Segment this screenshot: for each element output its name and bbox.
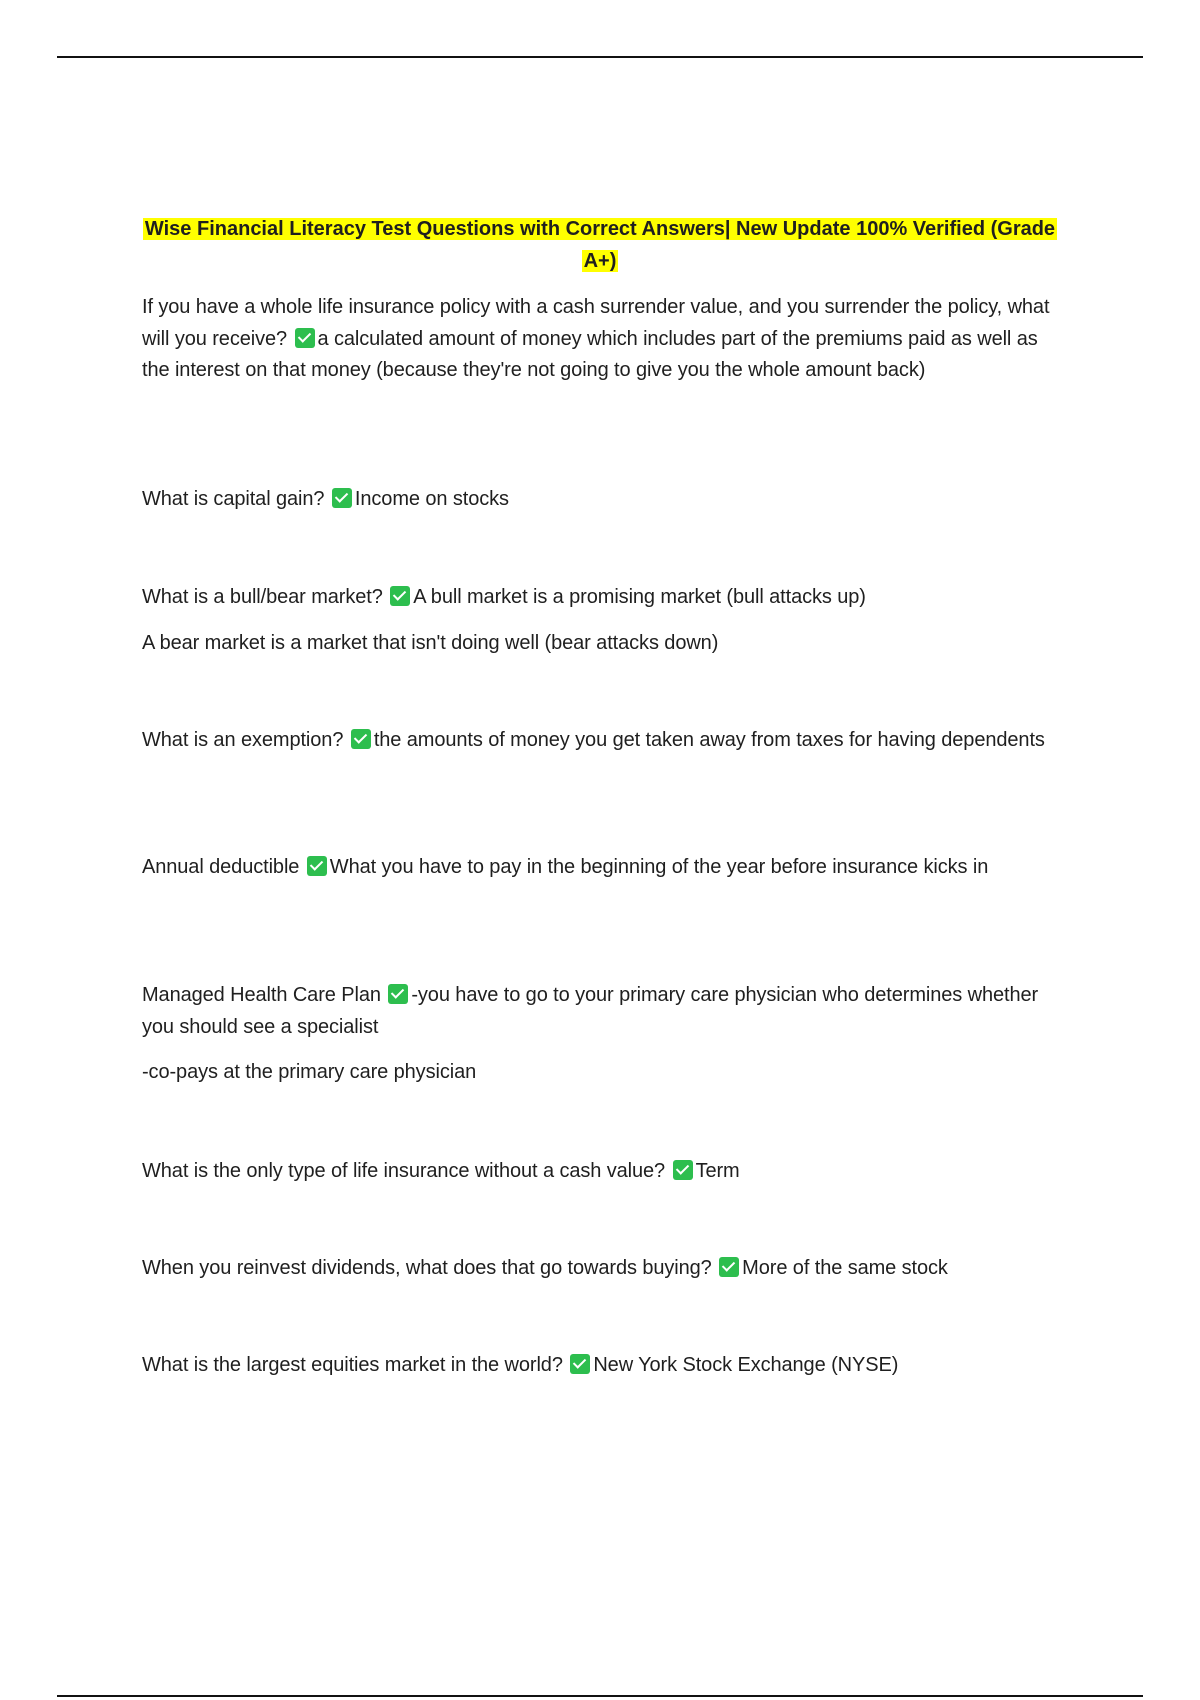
check-box-icon (570, 1354, 590, 1374)
document-title-text: Wise Financial Literacy Test Questions with Correct Answers| New Update 100% Verified (Grade A+) (144, 218, 1056, 272)
qa-item-7 (142, 1156, 1067, 1188)
qa-item-2 (142, 484, 1067, 516)
check-box-icon (295, 328, 315, 348)
answer-continuation: -co-pays at the primary care physician (142, 1061, 477, 1083)
check-box-icon (307, 856, 327, 876)
answer: What you have to pay in the beginning of the year before insurance kicks in (329, 856, 989, 878)
answer: a calculated amount of money which includes part of the premiums paid as well as the interest on that money (because they're not going to give you the whole amount back) (142, 327, 1038, 381)
qa-item-1 (142, 292, 1067, 387)
check-box-icon (673, 1160, 693, 1180)
check-box-icon (351, 729, 371, 749)
check-box-icon (719, 1257, 739, 1277)
question: What is the largest equities market in the world? (142, 1354, 563, 1376)
question: What is the only type of life insurance without a cash value? (142, 1160, 666, 1182)
qa-item-4 (142, 725, 1067, 757)
qa-item-5 (142, 852, 1067, 884)
qa-item-3 (142, 582, 1067, 659)
question: Annual deductible (142, 856, 300, 878)
qa-item-6 (142, 980, 1067, 1089)
answer-continuation: A bear market is a market that isn't doing well (bear attacks down) (142, 631, 719, 654)
footer-rule (57, 1695, 1143, 1697)
qa-item-9 (142, 1350, 1067, 1382)
answer: the amounts of money you get taken away from taxes for having dependents (373, 729, 1045, 751)
answer: New York Stock Exchange (NYSE) (593, 1354, 899, 1376)
answer: More of the same stock (742, 1257, 948, 1279)
header-rule (57, 56, 1143, 58)
check-box-icon (390, 586, 410, 606)
document-title (140, 213, 1060, 277)
check-box-icon (388, 984, 408, 1004)
answer: A bull market is a promising market (bull attacks up) (413, 586, 866, 608)
question: When you reinvest dividends, what does that go towards buying? (142, 1257, 712, 1279)
question: Managed Health Care Plan (142, 984, 381, 1006)
qa-item-8 (142, 1253, 1067, 1285)
question: What is an exemption? (142, 729, 344, 751)
answer: -you have to go to your primary care physician who determines whether you should see a specialist (142, 984, 1039, 1038)
answer: Income on stocks (354, 488, 509, 510)
question: What is capital gain? (142, 488, 325, 510)
question: If you have a whole life insurance policy with a cash surrender value, and you surrender the policy, what will you receive? (142, 296, 1050, 350)
question: What is a bull/bear market? (142, 586, 383, 608)
answer: Term (695, 1160, 740, 1182)
check-box-icon (332, 488, 352, 508)
